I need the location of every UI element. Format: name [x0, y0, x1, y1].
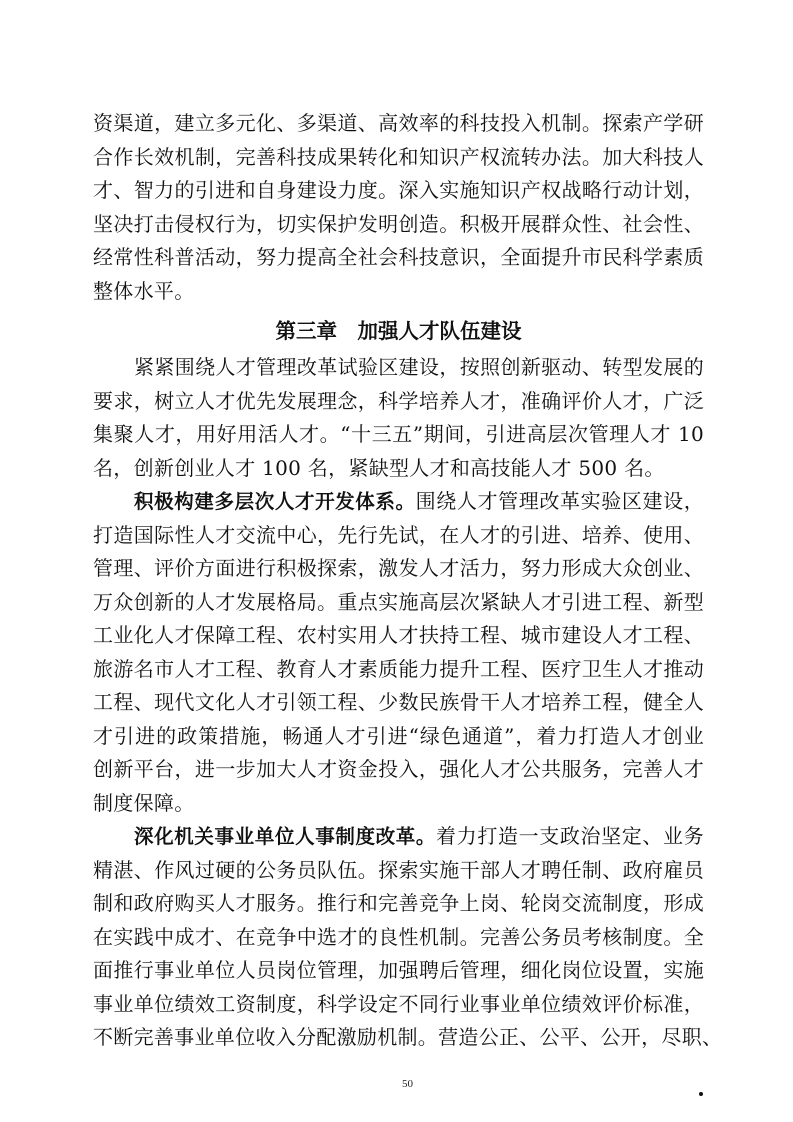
page-dot-mark — [699, 1092, 703, 1096]
text-line — [93, 485, 704, 519]
text-line: 集聚人才，用好用活人才。“十三五”期间，引进高层次管理人才 10 — [93, 422, 704, 446]
text-line: 旅游名市人才工程、教育人才素质能力提升工程、医疗卫生人才推动 — [93, 656, 704, 681]
text-line: 管理、评价方面进行积极探索，激发人才活力，努力形成大众创业、 — [93, 556, 704, 580]
text-line: 才、智力的引进和自身建设力度。深入实施知识产权战略行动计划， — [93, 178, 704, 202]
text-line: 经常性科普活动，努力提高全社会科技意识，全面提升市民科学素质 — [93, 245, 704, 269]
chapter-heading: 第三章 加强人才队伍建设 — [275, 319, 522, 343]
page-number: 50 — [402, 1078, 413, 1090]
text-line: 创新平台，进一步加大人才资金投入，强化人才公共服务，完善人才 — [93, 757, 704, 781]
text-line: 事业单位绩效工资制度，科学设定不同行业事业单位绩效评价标准， — [93, 991, 704, 1016]
text-line: 万众创新的人才发展格局。重点实施高层次紧缺人才引进工程、新型 — [93, 589, 704, 614]
text-line: 打造国际性人才交流中心，先行先试，在人才的引进、培养、使用、 — [93, 522, 704, 547]
text-line: 资渠道，建立多元化、多渠道、高效率的科技投入机制。探索产学研 — [93, 111, 704, 135]
paragraph-1 — [93, 107, 704, 308]
text-line: 制和政府购买人才服务。推行和完善竞争上岗、轮岗交流制度，形成 — [93, 891, 704, 915]
text-line: 工业化人才保障工程、农村实用人才扶持工程、城市建设人才工程、 — [93, 623, 704, 647]
text-line: 名，创新创业人才 100 名，紧缺型人才和高技能人才 500 名。 — [93, 455, 665, 480]
paragraph-4 — [93, 820, 723, 1055]
paragraph-lead: 积极构建多层次人才开发体系。 — [134, 490, 416, 513]
text-line — [93, 820, 704, 854]
text-line: 面推行事业单位人员岗位管理，加强聘后管理，细化岗位设置，实施 — [93, 958, 704, 982]
paragraph-2 — [93, 351, 704, 485]
text-line: 不断完善事业单位收入分配激励机制。营造公正、公平、公开，尽职、 — [93, 1025, 723, 1049]
text-line: 才引进的政策措施，畅通人才引进“绿色通道”，着力打造人才创业 — [93, 723, 704, 748]
text-line: 精湛、作风过硬的公务员队伍。探索实施干部人才聘任制、政府雇员 — [93, 857, 704, 882]
text-line: 紧紧围绕人才管理改革试验区建设，按照创新驱动、转型发展的 — [134, 355, 704, 379]
text-line: 工程、现代文化人才引领工程、少数民族骨干人才培养工程，健全人 — [93, 690, 704, 714]
text-line: 制度保障。 — [93, 790, 195, 815]
text-line: 在实践中成才、在竞争中选才的良性机制。完善公务员考核制度。全 — [93, 924, 704, 949]
text-line: 整体水平。 — [93, 278, 195, 303]
paragraph-lead: 深化机关事业单位人事制度改革。 — [134, 825, 437, 848]
text-line: 合作长效机制，完善科技成果转化和知识产权流转办法。加大科技人 — [93, 144, 704, 169]
text-run: 围绕人才管理改革实验区建设， — [415, 489, 704, 513]
text-run: 着力打造一支政治坚定、业务 — [436, 824, 704, 848]
paragraph-3 — [93, 485, 704, 820]
text-line: 要求，树立人才优先发展理念，科学培养人才，准确评价人才，广泛 — [93, 388, 704, 413]
page-content — [93, 107, 723, 1055]
text-line: 坚决打击侵权行为，切实保护发明创造。积极开展群众性、社会性、 — [93, 211, 704, 236]
